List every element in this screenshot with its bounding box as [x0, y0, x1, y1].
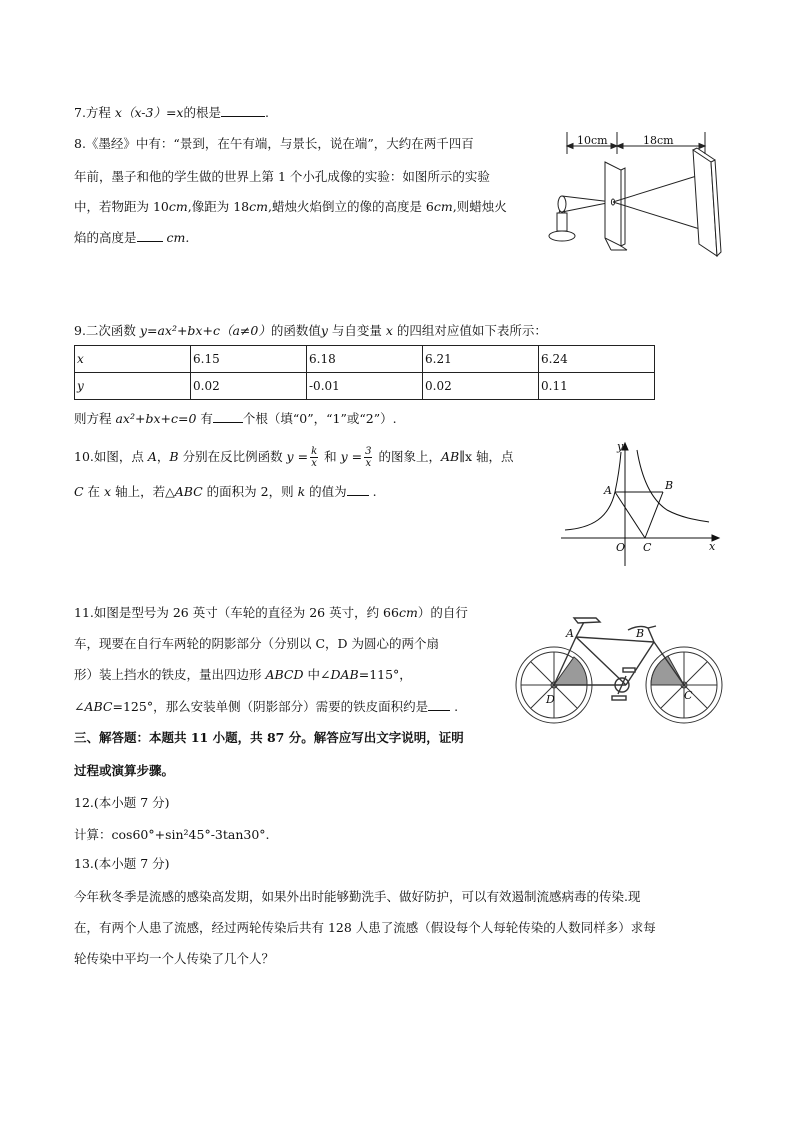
q11-fig-b: B	[636, 627, 645, 640]
q9-intro-c: 与自变量	[327, 323, 386, 338]
q10-l1b: ，	[156, 449, 170, 464]
q10-l1a: 10.如图，点	[74, 449, 148, 464]
q10-fig-a: A	[604, 484, 612, 497]
q10-and: 和	[320, 449, 341, 464]
table-cell: 0.02	[191, 373, 307, 400]
q10-fig-b: B	[665, 479, 674, 492]
q10-frac2-num: 3	[365, 446, 372, 457]
table-cell: 6.24	[539, 346, 655, 373]
q9-after	[74, 410, 397, 428]
q11-answer-blank	[428, 698, 450, 711]
q10-l1e: ∥x 轴，点	[459, 449, 514, 464]
q7-text-a: 7.方程	[74, 105, 115, 120]
q9-intro-a: 9.二次函数	[74, 323, 140, 338]
q10-point-a: A	[147, 449, 157, 464]
q7-answer-blank	[221, 104, 265, 117]
q10-fig-y: y	[617, 440, 624, 453]
q8-unit-2: cm	[249, 199, 268, 214]
q10-l1d: 的图象上，	[374, 449, 441, 464]
q9-intro-expr: y=ax²+bx+c（a≠0）	[139, 323, 271, 338]
q12-calc: 计算：cos60°+sin²45°-3tan30°.	[74, 827, 270, 842]
q10-fraction-k-over-x	[310, 446, 318, 469]
q10-segment-ab: AB	[440, 449, 460, 464]
q7-text-b: 的根是	[183, 105, 222, 120]
q11-fig-a: A	[566, 627, 574, 640]
q11-angle-dab: DAB	[330, 667, 359, 682]
q7-end: .	[265, 105, 269, 120]
q8-fig-dim-2: 18cm	[643, 134, 674, 147]
q7-line	[74, 104, 269, 122]
pinhole-figure	[545, 128, 725, 258]
q10-end: .	[372, 484, 377, 499]
q10-l2d: 的值为	[305, 484, 347, 499]
q10-triangle: ABC	[174, 484, 203, 499]
q8-l4a: 焰的高度是	[74, 230, 137, 245]
q11-angle-abc: ABC	[84, 699, 113, 714]
q10-axis-x: x	[104, 484, 112, 499]
q11-l3c: =115°，	[358, 667, 412, 682]
table-row	[75, 373, 655, 400]
q7-expr: x（x-3）=x	[114, 105, 184, 120]
q10-line-1	[74, 444, 513, 470]
section3-heading: 三、解答题：本题共 11 小题，共 87 分。解答应写出文字说明，证明	[74, 730, 464, 745]
q9-intro-x: x	[385, 323, 393, 338]
q11-unit-cm: cm	[398, 605, 418, 620]
q10-yeq-1: y =	[286, 449, 309, 464]
table-row	[75, 346, 655, 373]
q13-title: 13.(本小题 7 分)	[74, 856, 170, 871]
q11-l3b: 中∠	[303, 667, 331, 682]
q8-l3d: ,则蜡烛火	[452, 199, 507, 214]
hyperbola-figure	[557, 438, 727, 573]
q11-line-2: 车，现要在自行车两轮的阴影部分（分别以 C，D 为圆心的两个扇	[74, 636, 440, 651]
table-cell: 0.11	[539, 373, 655, 400]
q8-unit-cm: cm.	[166, 230, 190, 245]
q8-answer-blank	[137, 229, 163, 242]
q11-l1b: ）的自行	[417, 605, 468, 620]
q10-frac2-den: x	[365, 458, 372, 469]
q10-point-b: B	[169, 449, 179, 464]
q10-frac1-den: x	[311, 458, 317, 469]
q10-answer-blank	[347, 483, 369, 496]
q9-after-c: 个根（填“0”，“1”或“2”）.	[242, 411, 397, 426]
q8-fig-dim-1: 10cm	[577, 134, 608, 147]
q10-yeq-2: y =	[340, 449, 363, 464]
q8-l3c: ,蜡烛火焰倒立的像的高度是 6	[267, 199, 434, 214]
q11-l3a: 形）装上挡水的铁皮，量出四边形	[74, 667, 266, 682]
q10-k: k	[297, 484, 306, 499]
q10-l1c: 分别在反比例函数	[178, 449, 287, 464]
q10-fig-o: O	[616, 541, 626, 554]
q11-l4a: ∠	[74, 699, 85, 714]
q11-l1a: 11.如图是型号为 26 英寸（车轮的直径为 26 英寸，约 66	[74, 605, 399, 620]
q9-intro-b: 的函数值	[270, 323, 321, 338]
table-cell: y	[75, 373, 191, 400]
q10-l2a: 在	[83, 484, 105, 499]
q8-l3b: ,像距为 18	[187, 199, 250, 214]
q11-quad: ABCD	[265, 667, 304, 682]
q11-fig-d: D	[546, 693, 555, 706]
section3-heading-2: 过程或演算步骤。	[74, 763, 175, 778]
q10-line-2	[74, 483, 377, 501]
q9-intro-y: y	[320, 323, 328, 338]
q11-end: .	[454, 699, 459, 714]
q12-title: 12.(本小题 7 分)	[74, 795, 170, 810]
q8-line-1: 8.《墨经》中有：“景到，在午有端，与景长，说在端”，大约在两千四百	[74, 136, 474, 151]
q13-line-1: 今年秋冬季是流感的感染高发期，如果外出时能够勤洗手、做好防护，可以有效遏制流感病毒的传染.现	[74, 889, 641, 904]
q13-line-2: 在，有两个人患了流感，经过两轮传染后共有 128 人患了流感（假设每个人每轮传染的人数同样多）求每	[74, 920, 656, 935]
q10-point-c: C	[74, 484, 84, 499]
q11-line-1	[74, 604, 468, 622]
q9-answer-blank	[213, 410, 243, 423]
q9-intro	[74, 322, 547, 340]
table-cell: 6.15	[191, 346, 307, 373]
q11-line-3	[74, 666, 412, 684]
q9-after-b: 有	[196, 411, 213, 426]
q8-l3a: 中，若物距为 10	[74, 199, 169, 214]
q9-after-expr: ax²+bx+c=0	[115, 411, 197, 426]
table-cell: x	[75, 346, 191, 373]
q9-after-a: 则方程	[74, 411, 116, 426]
q8-line-4	[74, 229, 189, 247]
q10-frac1-num: k	[311, 446, 318, 457]
table-cell: 6.21	[423, 346, 539, 373]
q8-line-3	[74, 198, 507, 216]
q13-line-3: 轮传染中平均一个人传染了几个人？	[74, 951, 275, 966]
q9-intro-d: 的四组对应值如下表所示：	[392, 323, 547, 338]
q11-fig-c: C	[684, 689, 693, 702]
q10-l2b: 轴上，若△	[111, 484, 175, 499]
q8-unit-1: cm	[168, 199, 188, 214]
table-cell: -0.01	[307, 373, 423, 400]
q10-fraction-3-over-x	[364, 446, 372, 469]
q10-fig-c: C	[643, 541, 652, 554]
q9-value-table	[74, 345, 655, 400]
q11-l4b: =125°，那么安装单侧（阴影部分）需要的铁皮面积约是	[112, 699, 429, 714]
table-cell: 6.18	[307, 346, 423, 373]
q8-line-2: 年前，墨子和他的学生做的世界上第 1 个小孔成像的实验：如图所示的实验	[74, 169, 490, 184]
q8-unit-3: cm	[433, 199, 453, 214]
q10-l2c: 的面积为 2，则	[202, 484, 298, 499]
table-cell: 0.02	[423, 373, 539, 400]
bicycle-figure	[514, 602, 726, 726]
q10-fig-x: x	[709, 540, 716, 553]
q11-line-4	[74, 698, 458, 716]
